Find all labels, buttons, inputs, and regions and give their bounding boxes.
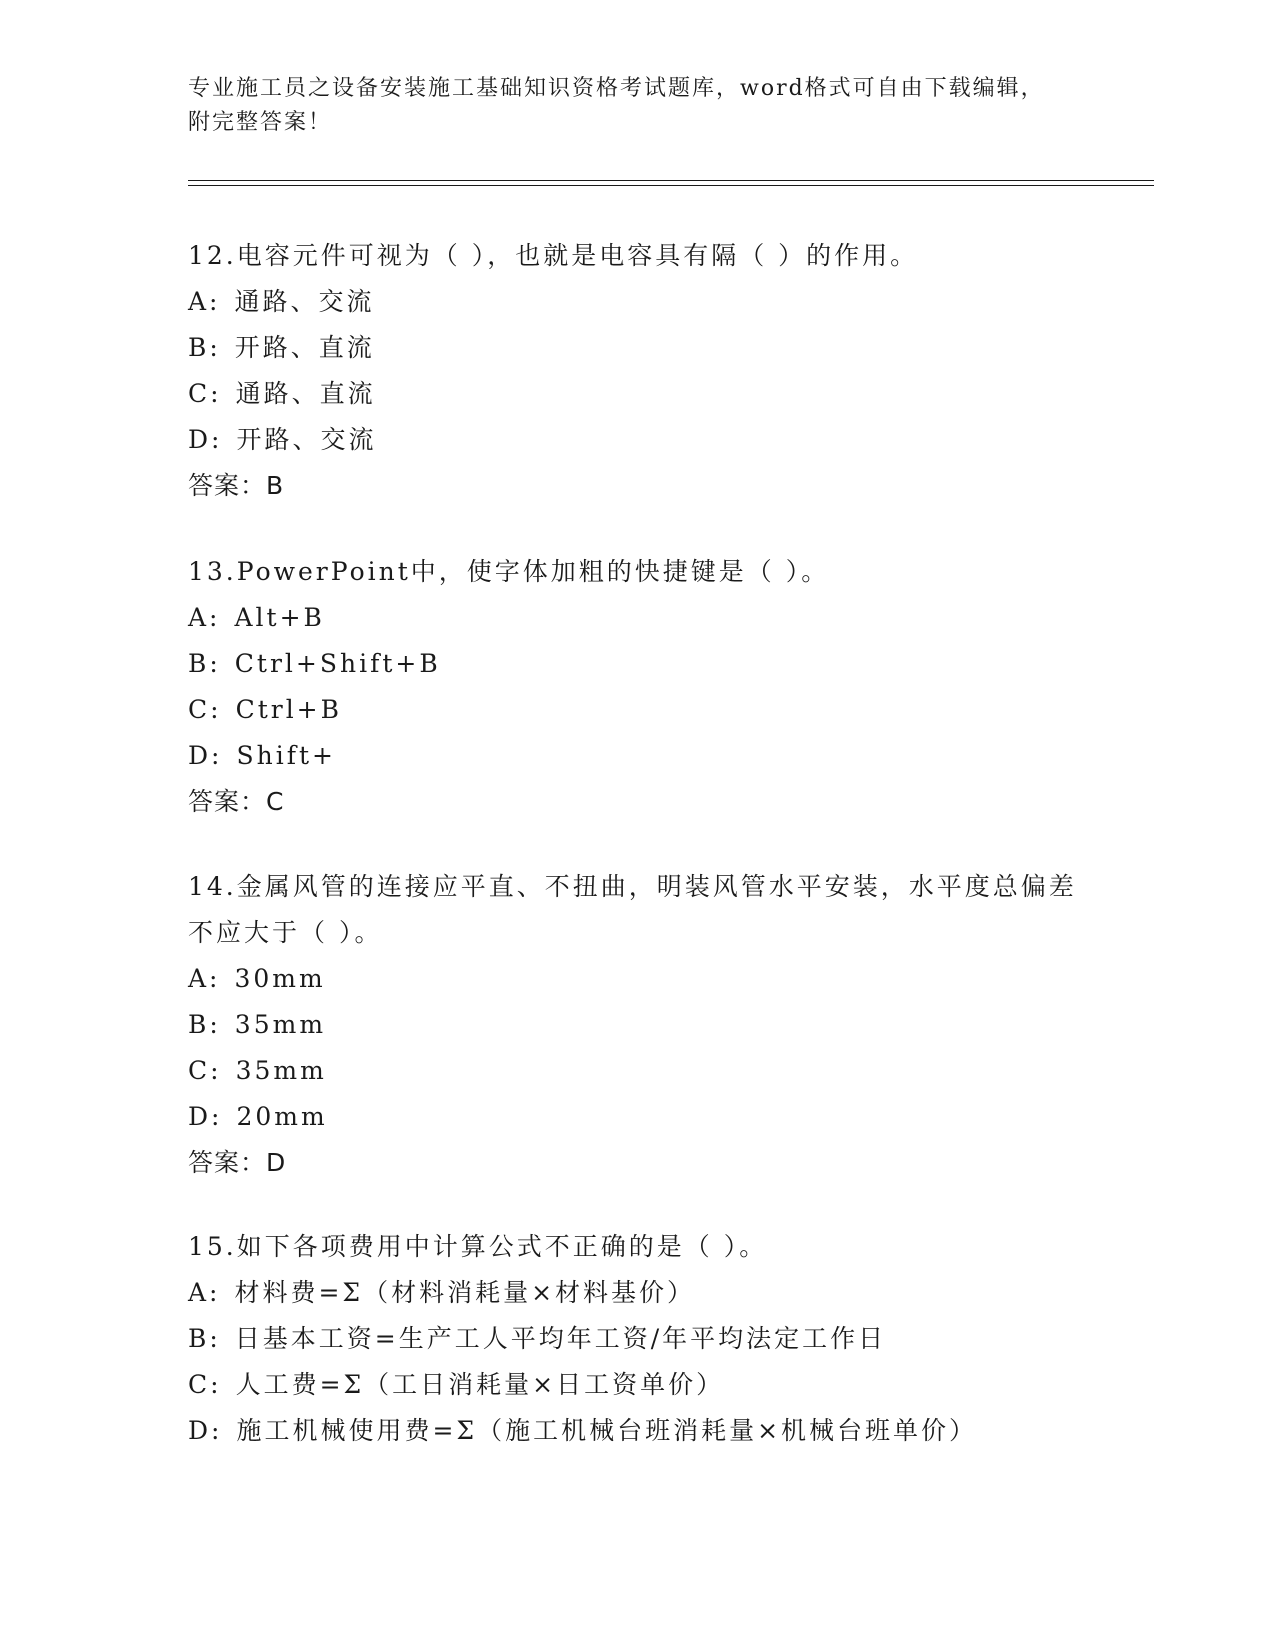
option-a: [188, 595, 1088, 641]
option-letter: A:: [188, 964, 221, 993]
option-letter: C:: [188, 1370, 222, 1399]
option-d: [188, 417, 1088, 463]
option-d: [188, 733, 1088, 779]
option-letter: B:: [188, 1324, 221, 1353]
option-b: [188, 641, 1088, 687]
header-line-1: 专业施工员之设备安装施工基础知识资格考试题库，word格式可自由下载编辑，: [188, 76, 1045, 101]
option-letter: D:: [188, 1102, 223, 1131]
option-letter: D:: [188, 425, 223, 454]
option-text: 材料费=Σ（材料消耗量×材料基价）: [234, 1278, 696, 1307]
option-text: 施工机械使用费=Σ（施工机械台班消耗量×机械台班单价）: [236, 1416, 978, 1445]
option-text: 通路、直流: [235, 379, 376, 408]
option-text: Alt+B: [234, 603, 325, 632]
option-a: [188, 1270, 1088, 1316]
option-c: [188, 1048, 1088, 1094]
question-14: [188, 864, 1088, 1186]
question-stem: 12.电容元件可视为（ ），也就是电容具有隔（ ）的作用。: [188, 241, 919, 270]
option-letter: A:: [188, 1278, 221, 1307]
option-d: [188, 1094, 1088, 1140]
header-divider-top: [188, 180, 1154, 181]
option-c: [188, 371, 1088, 417]
option-a: [188, 279, 1088, 325]
option-letter: A:: [188, 603, 221, 632]
option-text: 35mm: [235, 1056, 327, 1085]
option-text: 日基本工资=生产工人平均年工资/年平均法定工作日: [234, 1324, 887, 1353]
question-stem: 14.金属风管的连接应平直、不扭曲，明装风管水平安装，水平度总偏差不应大于（ ）。: [188, 872, 1077, 947]
option-text: 35mm: [234, 1010, 327, 1039]
option-text: Shift+: [236, 741, 336, 770]
option-letter: B:: [188, 649, 221, 678]
option-letter: C:: [188, 695, 222, 724]
option-c: [188, 687, 1088, 733]
header-divider-bottom: [188, 185, 1154, 186]
option-d: [188, 1408, 1088, 1454]
option-b: [188, 325, 1088, 371]
option-letter: C:: [188, 1056, 222, 1085]
option-letter: A:: [188, 287, 221, 316]
option-text: 开路、交流: [236, 425, 377, 454]
question-15: [188, 1224, 1088, 1454]
answer-line: 答案：D: [188, 1148, 287, 1177]
question-stem: 13.PowerPoint中，使字体加粗的快捷键是（ ）。: [188, 557, 830, 586]
option-text: 通路、交流: [234, 287, 375, 316]
document-header: [188, 72, 1088, 140]
header-line-2: 附完整答案！: [188, 110, 333, 135]
option-c: [188, 1362, 1088, 1408]
option-a: [188, 956, 1088, 1002]
option-text: Ctrl+Shift+B: [234, 649, 441, 678]
option-text: 人工费=Σ（工日消耗量×日工资单价）: [235, 1370, 725, 1399]
option-letter: C:: [188, 379, 222, 408]
option-b: [188, 1002, 1088, 1048]
option-b: [188, 1316, 1088, 1362]
option-text: 20mm: [236, 1102, 328, 1131]
option-letter: D:: [188, 741, 223, 770]
question-stem: 15.如下各项费用中计算公式不正确的是（ ）。: [188, 1232, 768, 1261]
answer-line: 答案：B: [188, 471, 285, 500]
option-letter: B:: [188, 333, 221, 362]
question-13: [188, 549, 1088, 825]
question-12: [188, 233, 1088, 509]
option-text: Ctrl+B: [235, 695, 343, 724]
option-letter: D:: [188, 1416, 223, 1445]
option-text: 30mm: [234, 964, 326, 993]
option-text: 开路、直流: [234, 333, 375, 362]
option-letter: B:: [188, 1010, 221, 1039]
answer-line: 答案：C: [188, 787, 285, 816]
